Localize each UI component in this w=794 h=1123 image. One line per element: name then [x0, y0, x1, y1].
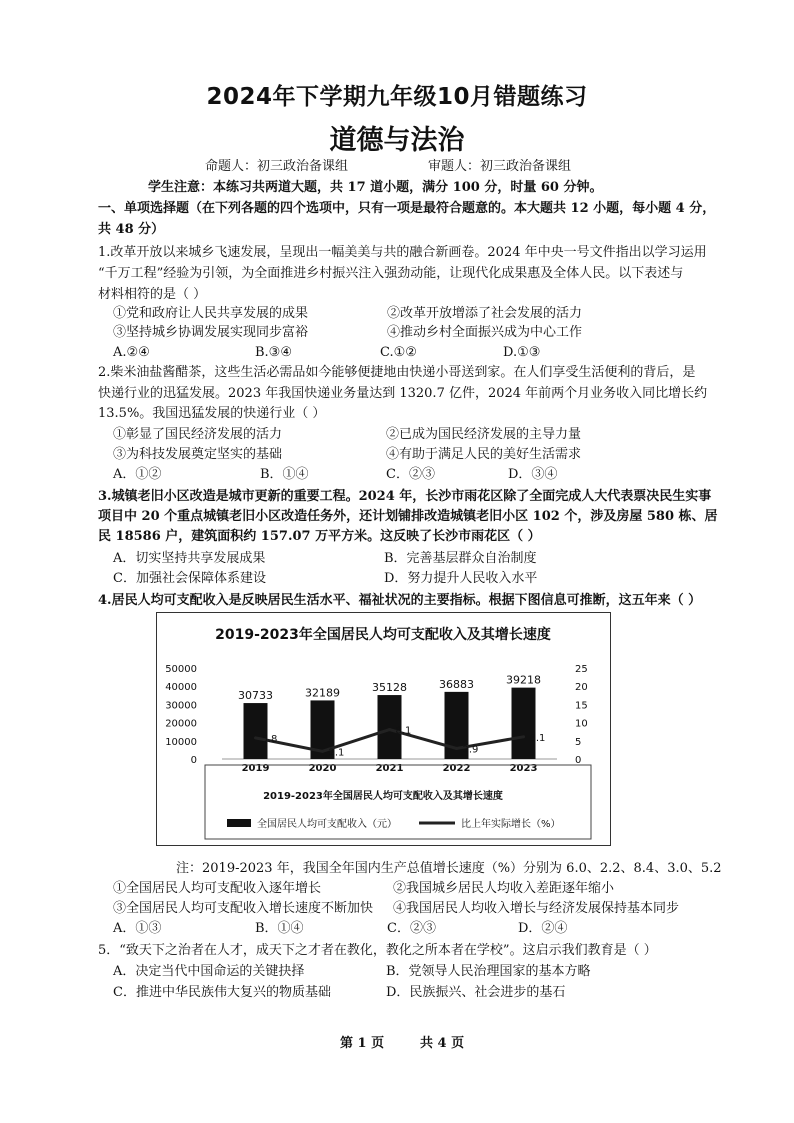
subject-title: 道德与法治	[329, 125, 465, 156]
question-5-stem: 5．“致天下之治者在人才，成天下之才者在教化，教化之所本者在学校”。这启示我们教育是（ ）	[98, 943, 657, 958]
income-chart-svg	[157, 613, 610, 845]
q2-option-a[interactable]: A．①②	[113, 467, 162, 482]
question-1-line-2: “千万工程”经验为引领，为全面推进乡村振兴注入强劲动能，让现代化成果惠及全体人民。以下表述与	[98, 266, 684, 281]
chart-title: 2019-2023年全国居民人均可支配收入及其增长速度	[215, 627, 551, 643]
q1-statement-3: ③坚持城乡协调发展实现同步富裕	[113, 325, 309, 340]
bar-data-label: 39218	[506, 673, 541, 687]
y-left-tick-label: 20000	[165, 718, 197, 730]
section-heading-cont: 共 48 分）	[98, 222, 165, 237]
q4-statement-2: ②我国城乡居民人均收入差距逐年缩小	[393, 881, 615, 896]
q4-statement-1: ①全国居民人均可支配收入逐年增长	[113, 881, 322, 896]
question-3-line-1: 3.城镇老旧小区改造是城市更新的重要工程。2024 年，长沙市雨花区除了全面完成人大代表票决民生实事	[98, 489, 712, 504]
chart-subtitle: 2019-2023年全国居民人均可支配收入及其增长速度	[263, 791, 503, 802]
q3-option-a[interactable]: A．切实坚持共享发展成果	[113, 551, 266, 566]
q5-option-c[interactable]: C．推进中华民族伟大复兴的物质基础	[113, 985, 331, 1000]
growth-point	[522, 735, 525, 738]
x-tick-label: 2023	[509, 763, 538, 774]
legend-bar-label: 全国居民人均可支配收入（元）	[257, 819, 397, 830]
legend-bar-swatch	[227, 819, 251, 827]
q1-option-d[interactable]: D.①③	[503, 345, 541, 360]
growth-point	[388, 728, 391, 731]
q3-option-b[interactable]: B．完善基层群众自治制度	[384, 551, 537, 566]
y-left-tick-label: 10000	[165, 736, 197, 748]
q1-statement-4: ④推动乡村全面振兴成为中心工作	[387, 325, 583, 340]
author-line: 命题人：初三政治备课组	[205, 159, 349, 174]
page-number: 第 1 页	[340, 1036, 385, 1051]
q2-statement-4: ④有助于满足人民的美好生活需求	[386, 447, 582, 462]
question-2-line-3: 13.5%。我国迅猛发展的快递行业（ ）	[98, 406, 326, 421]
page-total: 共 4 页	[420, 1036, 465, 1051]
section-heading: 一、单项选择题（在下列各题的四个选项中，只有一项是最符合题意的。本大题共 12 小题，每小题 4 分，	[98, 201, 716, 216]
q2-option-c[interactable]: C．②③	[386, 467, 435, 482]
q4-option-a[interactable]: A．①③	[113, 921, 162, 936]
exam-title: 2024年下学期九年级10月错题练习	[206, 84, 588, 110]
q2-option-d[interactable]: D．③④	[508, 467, 558, 482]
q5-option-d[interactable]: D．民族振兴、社会进步的基石	[386, 985, 566, 1000]
q4-option-d[interactable]: D．②④	[518, 921, 568, 936]
y-left-tick-label: 30000	[165, 700, 197, 712]
x-tick-label: 2021	[375, 763, 404, 774]
y-right-tick-label: 15	[575, 700, 588, 712]
x-tick-label: 2019	[241, 763, 270, 774]
q1-option-c[interactable]: C.①②	[380, 345, 417, 360]
y-left-tick-label: 50000	[165, 664, 197, 675]
question-3-line-2: 项目中 20 个重点城镇老旧小区改造任务外，还计划铺排改造城镇老旧小区 102 个，涉及房屋 580 栋、居	[98, 509, 718, 524]
q3-option-c[interactable]: C．加强社会保障体系建设	[113, 571, 266, 586]
q1-option-b[interactable]: B.③④	[255, 345, 292, 360]
q5-option-b[interactable]: B．党领导人民治理国家的基本方略	[386, 964, 591, 979]
q5-option-a[interactable]: A．决定当代中国命运的关键抉择	[113, 964, 305, 979]
growth-point	[254, 736, 257, 739]
growth-point	[455, 747, 458, 750]
y-right-tick-label: 0	[575, 755, 582, 766]
q4-option-c[interactable]: C．②③	[387, 921, 436, 936]
q2-statement-2: ②已成为国民经济发展的主导力量	[386, 427, 582, 442]
bar-data-label: 35128	[372, 681, 407, 695]
y-right-tick-label: 20	[575, 682, 588, 694]
q4-statement-3: ③全国居民人均可支配收入增长速度不断加快	[113, 901, 374, 916]
q1-statement-1: ①党和政府让人民共享发展的成果	[113, 306, 309, 321]
question-2-line-2: 快递行业的迅猛发展。2023 年我国快递业务量达到 1320.7 亿件，2024 年前两个月业务收入同比增长约	[98, 386, 708, 401]
question-2-line-1: 2.柴米油盐酱醋茶，这些生活必需品如今能够便捷地由快递小哥送到家。在人们享受生活便利的背后，是	[98, 365, 696, 380]
chart-note: 注：2019-2023 年，我国全年国内生产总值增长速度（%）分别为 6.0、2.2、8.4、3.0、5.2	[176, 861, 722, 876]
question-3-line-3: 民 18586 户，建筑面积约 157.07 万平方米。这反映了长沙市雨花区（ ）	[98, 529, 541, 544]
bar-data-label: 30733	[238, 689, 273, 703]
q2-statement-1: ①彰显了国民经济发展的活力	[113, 427, 283, 442]
income-chart	[156, 612, 611, 846]
bar	[512, 688, 536, 759]
q1-statement-2: ②改革开放增添了社会发展的活力	[387, 306, 583, 321]
x-tick-label: 2022	[442, 763, 471, 774]
y-right-tick-label: 10	[575, 718, 588, 730]
bar	[244, 703, 268, 759]
y-left-tick-label: 40000	[165, 682, 197, 694]
q4-statement-4: ④我国居民人均收入增长与经济发展保持基本同步	[393, 901, 680, 916]
legend-line-label: 比上年实际增长（%）	[461, 819, 561, 830]
q4-option-b[interactable]: B．①④	[255, 921, 304, 936]
y-right-tick-label: 5	[575, 736, 582, 748]
y-right-tick-label: 25	[575, 664, 588, 675]
line-data-label: 2.9	[462, 744, 479, 756]
growth-point	[321, 750, 324, 753]
q2-option-b[interactable]: B．①④	[260, 467, 309, 482]
q1-option-a[interactable]: A.②④	[113, 345, 150, 360]
y-left-tick-label: 0	[190, 755, 197, 766]
line-data-label: 6.1	[529, 732, 546, 744]
line-data-label: 2.1	[328, 747, 345, 759]
q3-option-d[interactable]: D．努力提升人民收入水平	[384, 571, 538, 586]
line-data-label: 5.8	[261, 733, 278, 745]
question-4-stem: 4.居民人均可支配收入是反映居民生活水平、福祉状况的主要指标。根据下图信息可推断，这五年来（ ）	[98, 593, 702, 608]
line-data-label: 8.1	[395, 725, 412, 737]
bar-data-label: 32189	[305, 686, 340, 700]
question-1-line-1: 1.改革开放以来城乡飞速发展，呈现出一幅美美与共的融合新画卷。2024 年中央一号文件指出以学习运用	[98, 245, 707, 260]
student-notice: 学生注意：本练习共两道大题，共 17 道小题，满分 100 分，时量 60 分钟。	[148, 180, 603, 195]
q2-statement-3: ③为科技发展奠定坚实的基础	[113, 447, 283, 462]
bar-data-label: 36883	[439, 677, 474, 691]
question-1-line-3: 材料相符的是（ ）	[98, 287, 207, 302]
x-tick-label: 2020	[308, 763, 337, 774]
reviewer-line: 审题人：初三政治备课组	[428, 159, 572, 174]
